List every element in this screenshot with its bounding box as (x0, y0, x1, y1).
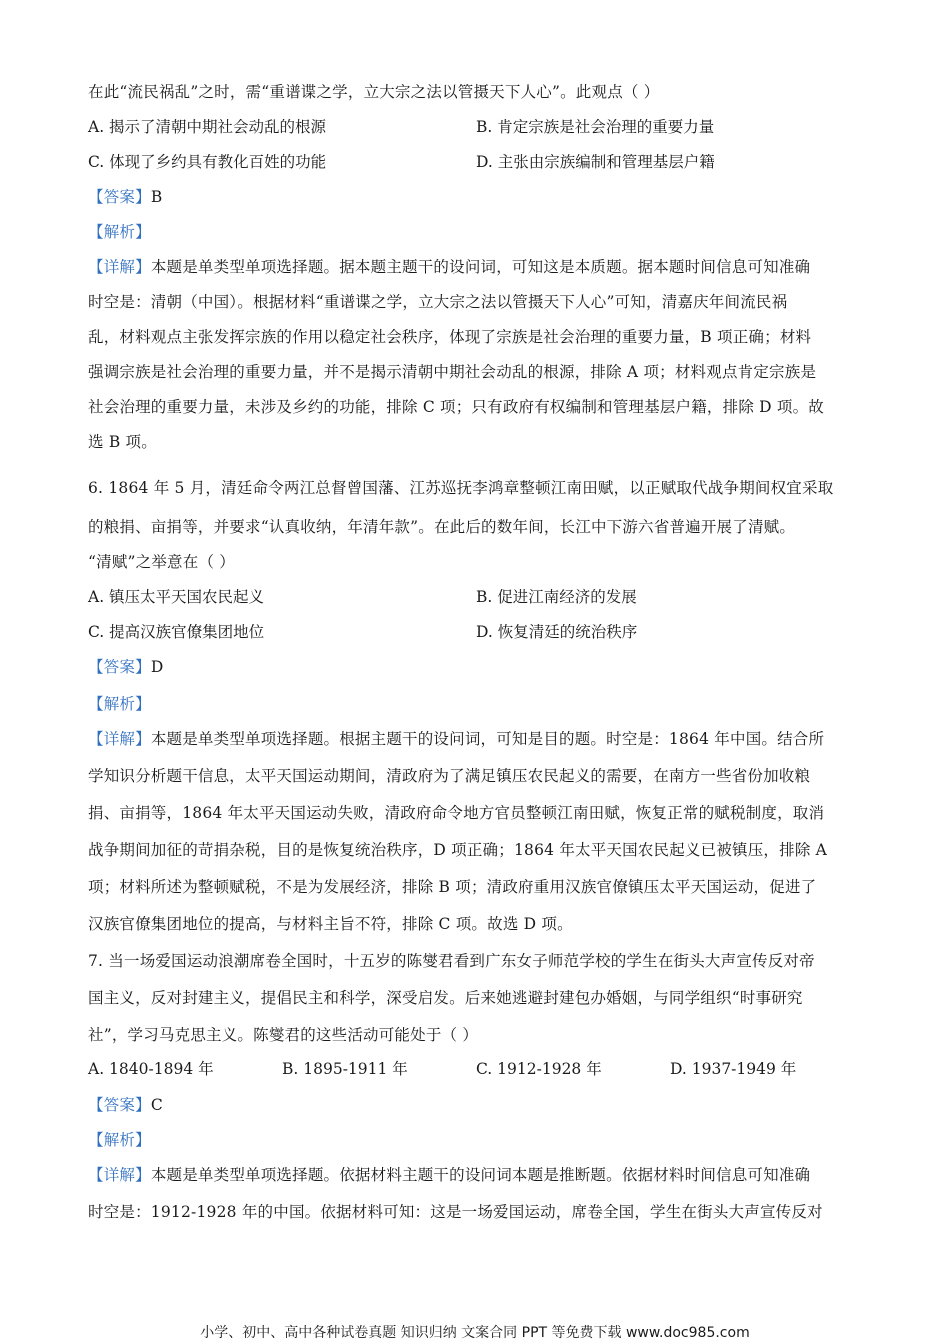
q7-analysis-tag: 【解析】 (88, 1131, 151, 1149)
page-footer: 小学、初中、高中各种试卷真题 知识归纳 文案合同 PPT 等免费下载 www.doc985.com (200, 1325, 750, 1341)
detail-tag: 【详解】 (88, 730, 151, 748)
q5-option-b: B. 肯定宗族是社会治理的重要力量 (476, 118, 715, 136)
q7-stem: 国主义，反对封建主义，提倡民主和科学，深受启发。后来她逃避封建包办婚姻，与同学组织“时事研究 (88, 989, 803, 1007)
q5-analysis-tag: 【解析】 (88, 223, 151, 241)
q5-detail-line: 社会治理的重要力量，未涉及乡约的功能，排除 C 项；只有政府有权编制和管理基层户籍，排除 D 项。故 (88, 398, 824, 416)
q7-stem: 7. 当一场爱国运动浪潮席卷全国时，十五岁的陈燮君看到广东女子师范学校的学生在街头大声宣传反对帝 (88, 952, 815, 970)
answer-tag: 【答案】 (88, 1096, 151, 1114)
q6-detail-line: 战争期间加征的苛捐杂税，目的是恢复统治秩序，D 项正确；1864 年太平天国农民起义已被镇压，排除 A (88, 841, 828, 859)
q6-detail-line: 【详解】本题是单类型单项选择题。根据主题干的设问词，可知是目的题。时空是：1864 年中国。结合所 (88, 730, 825, 748)
q6-answer (88, 657, 863, 677)
q5-option-a: A. 揭示了清朝中期社会动乱的根源 (88, 118, 327, 136)
q6-analysis-tag: 【解析】 (88, 695, 151, 713)
q7-detail-line: 【详解】本题是单类型单项选择题。依据材料主题干的设问词本题是推断题。依据材料时间信息可知准确 (88, 1166, 811, 1184)
detail-tag: 【详解】 (88, 258, 151, 276)
q6-detail-line: 捐、亩捐等，1864 年太平天国运动失败，清政府命令地方官员整顿江南田赋，恢复正常的赋税制度，取消 (88, 804, 825, 822)
q6-stem: 的粮捐、亩捐等，并要求“认真收纳，年清年款”。在此后的数年间，长江中下游六省普遍开展了清赋。 (88, 518, 796, 536)
q6-option-b: B. 促进江南经济的发展 (476, 588, 637, 606)
q7-option-a: A. 1840-1894 年 (88, 1060, 214, 1078)
answer-value: B (150, 188, 163, 206)
q5-detail-line: 【详解】本题是单类型单项选择题。据本题主题干的设问词，可知这是本质题。据本题时间信息可知准确 (88, 258, 811, 276)
q5-answer (88, 187, 863, 207)
q7-option-d: D. 1937-1949 年 (670, 1060, 797, 1078)
q6-detail-line: 学知识分析题干信息，太平天国运动期间，清政府为了满足镇压农民起义的需要，在南方一些省份加收粮 (88, 767, 811, 785)
q5-detail-line: 强调宗族是社会治理的重要力量，并不是揭示清朝中期社会动乱的根源，排除 A 项；材料观点肯定宗族是 (88, 363, 817, 381)
q5-detail-line: 时空是：清朝（中国）。根据材料“重谱谍之学，立大宗之法以管摄天下人心”可知，清嘉庆年间流民祸 (88, 293, 788, 311)
q7-detail-line: 时空是：1912-1928 年的中国。依据材料可知：这是一场爱国运动，席卷全国，学生在街头大声宣传反对 (88, 1203, 823, 1221)
q7-option-b: B. 1895-1911 年 (282, 1060, 408, 1078)
q6-option-c: C. 提高汉族官僚集团地位 (88, 623, 265, 641)
q5-stem: 在此“流民祸乱”之时，需“重谱谍之学，立大宗之法以管摄天下人心”。此观点（ ） (88, 83, 660, 101)
q7-stem: 社”，学习马克思主义。陈燮君的这些活动可能处于（ ） (88, 1026, 479, 1044)
q6-stem: 6. 1864 年 5 月，清廷命令两江总督曾国藩、江苏巡抚李鸿章整顿江南田赋，以正赋取代战争期间权宜采取 (88, 479, 834, 497)
q5-option-d: D. 主张由宗族编制和管理基层户籍 (476, 153, 715, 171)
answer-value: D (150, 658, 164, 676)
q6-option-d: D. 恢复清廷的统治秩序 (476, 623, 638, 641)
q6-stem: “清赋”之举意在（ ） (88, 553, 235, 571)
answer-value: C (150, 1096, 163, 1114)
q5-detail-line: 选 B 项。 (88, 433, 157, 451)
q5-option-c: C. 体现了乡约具有教化百姓的功能 (88, 153, 327, 171)
q7-answer (88, 1095, 863, 1115)
q5-detail-line: 乱，材料观点主张发挥宗族的作用以稳定社会秩序，体现了宗族是社会治理的重要力量，B 项正确；材料 (88, 328, 812, 346)
q6-detail-line: 汉族官僚集团地位的提高，与材料主旨不符，排除 C 项。故选 D 项。 (88, 915, 573, 933)
answer-tag: 【答案】 (88, 188, 151, 206)
q6-detail-line: 项；材料所述为整顿赋税，不是为发展经济，排除 B 项；清政府重用汉族官僚镇压太平天国运动，促进了 (88, 878, 817, 896)
q7-option-c: C. 1912-1928 年 (476, 1060, 602, 1078)
answer-tag: 【答案】 (88, 658, 151, 676)
q6-option-a: A. 镇压太平天国农民起义 (88, 588, 265, 606)
detail-tag: 【详解】 (88, 1166, 151, 1184)
